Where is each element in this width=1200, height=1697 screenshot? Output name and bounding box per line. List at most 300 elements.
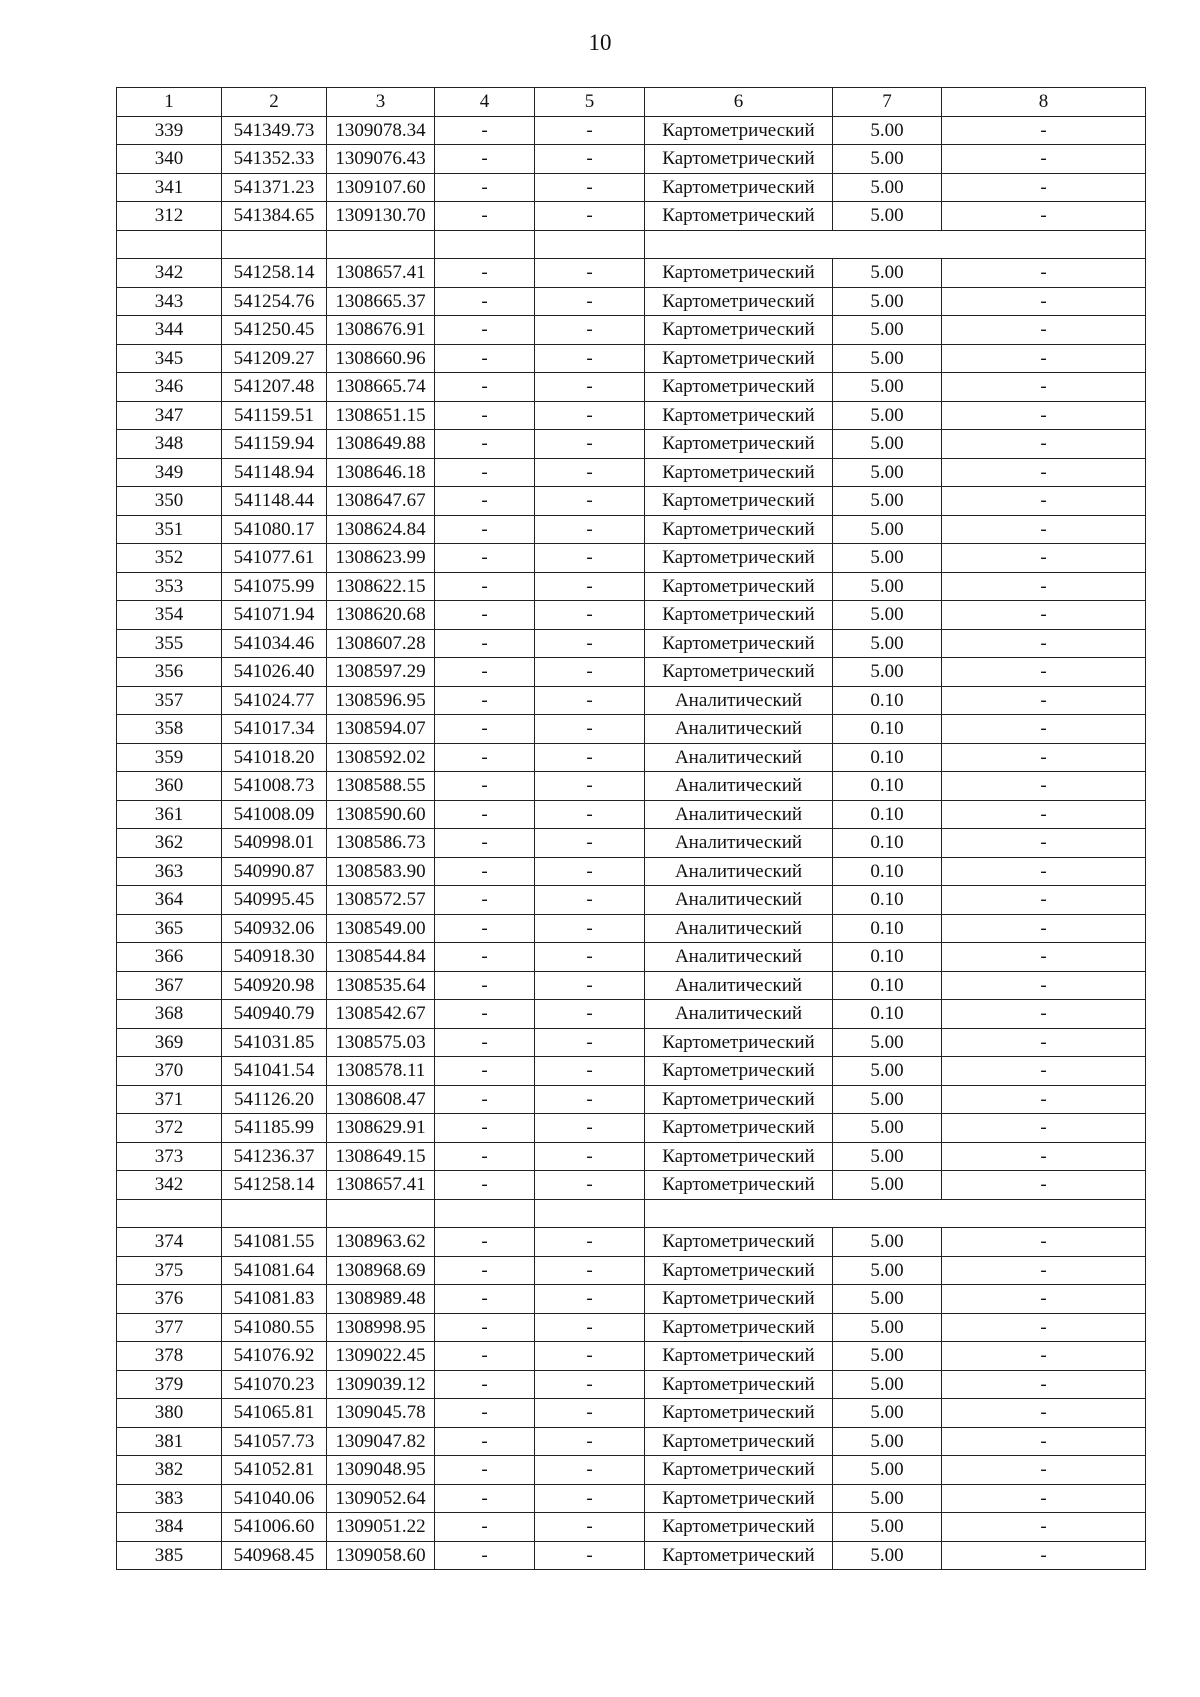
separator-cell <box>222 230 327 259</box>
method-cell: Картометрический <box>645 1541 833 1570</box>
y-coordinate-cell: 1309022.45 <box>327 1342 435 1371</box>
method-cell: Аналитический <box>645 971 833 1000</box>
method-cell: Картометрический <box>645 401 833 430</box>
accuracy-cell: 0.10 <box>833 914 942 943</box>
table-row <box>117 316 1146 345</box>
col-8-cell: - <box>942 943 1146 972</box>
col-5-cell: - <box>535 401 645 430</box>
separator-cell <box>117 1199 222 1228</box>
table-row <box>117 544 1146 573</box>
point-number-cell: 380 <box>117 1399 222 1428</box>
point-number-cell: 353 <box>117 572 222 601</box>
x-coordinate-cell: 541070.23 <box>222 1370 327 1399</box>
method-cell: Картометрический <box>645 1114 833 1143</box>
y-coordinate-cell: 1308549.00 <box>327 914 435 943</box>
col-4-cell: - <box>435 686 535 715</box>
col-8-cell: - <box>942 743 1146 772</box>
x-coordinate-cell: 541207.48 <box>222 373 327 402</box>
point-number-cell: 383 <box>117 1484 222 1513</box>
method-cell: Картометрический <box>645 544 833 573</box>
method-cell: Картометрический <box>645 1171 833 1200</box>
accuracy-cell: 5.00 <box>833 287 942 316</box>
col-5-cell: - <box>535 145 645 174</box>
accuracy-cell: 5.00 <box>833 1513 942 1542</box>
method-cell: Картометрический <box>645 202 833 231</box>
y-coordinate-cell: 1308594.07 <box>327 715 435 744</box>
col-5-cell: - <box>535 715 645 744</box>
col-4-cell: - <box>435 601 535 630</box>
accuracy-cell: 5.00 <box>833 1313 942 1342</box>
col-8-cell: - <box>942 1142 1146 1171</box>
x-coordinate-cell: 541018.20 <box>222 743 327 772</box>
col-4-cell: - <box>435 857 535 886</box>
x-coordinate-cell: 540932.06 <box>222 914 327 943</box>
col-4-cell: - <box>435 1028 535 1057</box>
table-row <box>117 1114 1146 1143</box>
separator-cell <box>222 1199 327 1228</box>
point-number-cell: 367 <box>117 971 222 1000</box>
x-coordinate-cell: 541250.45 <box>222 316 327 345</box>
method-cell: Аналитический <box>645 1000 833 1029</box>
x-coordinate-cell: 541081.83 <box>222 1285 327 1314</box>
x-coordinate-cell: 541041.54 <box>222 1057 327 1086</box>
col-5-cell: - <box>535 1342 645 1371</box>
col-5-cell: - <box>535 1484 645 1513</box>
col-4-cell: - <box>435 1057 535 1086</box>
method-cell: Картометрический <box>645 1313 833 1342</box>
x-coordinate-cell: 541008.73 <box>222 772 327 801</box>
col-5-cell: - <box>535 430 645 459</box>
col-5-cell: - <box>535 943 645 972</box>
point-number-cell: 343 <box>117 287 222 316</box>
col-4-cell: - <box>435 1370 535 1399</box>
table-row <box>117 344 1146 373</box>
table-row <box>117 1057 1146 1086</box>
table-row <box>117 572 1146 601</box>
point-number-cell: 358 <box>117 715 222 744</box>
accuracy-cell: 5.00 <box>833 658 942 687</box>
point-number-cell: 365 <box>117 914 222 943</box>
x-coordinate-cell: 541031.85 <box>222 1028 327 1057</box>
block-separator <box>117 1199 1146 1228</box>
table-row <box>117 601 1146 630</box>
y-coordinate-cell: 1308649.88 <box>327 430 435 459</box>
x-coordinate-cell: 541080.55 <box>222 1313 327 1342</box>
accuracy-cell: 0.10 <box>833 886 942 915</box>
x-coordinate-cell: 541017.34 <box>222 715 327 744</box>
col-8-cell: - <box>942 715 1146 744</box>
method-cell: Картометрический <box>645 1370 833 1399</box>
point-number-cell: 344 <box>117 316 222 345</box>
method-cell: Аналитический <box>645 772 833 801</box>
y-coordinate-cell: 1309051.22 <box>327 1513 435 1542</box>
col-4-cell: - <box>435 145 535 174</box>
col-5-cell: - <box>535 1000 645 1029</box>
col-8-cell: - <box>942 800 1146 829</box>
point-number-cell: 366 <box>117 943 222 972</box>
method-cell: Картометрический <box>645 1285 833 1314</box>
point-number-cell: 342 <box>117 259 222 288</box>
col-8-cell: - <box>942 1256 1146 1285</box>
column-header-7: 7 <box>833 88 942 117</box>
point-number-cell: 379 <box>117 1370 222 1399</box>
accuracy-cell: 0.10 <box>833 971 942 1000</box>
col-4-cell: - <box>435 914 535 943</box>
x-coordinate-cell: 541148.44 <box>222 487 327 516</box>
point-number-cell: 342 <box>117 1171 222 1200</box>
method-cell: Картометрический <box>645 1256 833 1285</box>
col-5-cell: - <box>535 772 645 801</box>
accuracy-cell: 5.00 <box>833 601 942 630</box>
col-4-cell: - <box>435 1142 535 1171</box>
method-cell: Аналитический <box>645 886 833 915</box>
col-5-cell: - <box>535 373 645 402</box>
table-row <box>117 1513 1146 1542</box>
y-coordinate-cell: 1308578.11 <box>327 1057 435 1086</box>
accuracy-cell: 5.00 <box>833 1484 942 1513</box>
separator-cell <box>117 230 222 259</box>
x-coordinate-cell: 541349.73 <box>222 116 327 145</box>
accuracy-cell: 0.10 <box>833 686 942 715</box>
col-4-cell: - <box>435 800 535 829</box>
method-cell: Аналитический <box>645 800 833 829</box>
x-coordinate-cell: 541126.20 <box>222 1085 327 1114</box>
method-cell: Картометрический <box>645 601 833 630</box>
x-coordinate-cell: 540998.01 <box>222 829 327 858</box>
col-5-cell: - <box>535 686 645 715</box>
method-cell: Картометрический <box>645 1342 833 1371</box>
col-8-cell: - <box>942 430 1146 459</box>
col-5-cell: - <box>535 1228 645 1257</box>
col-5-cell: - <box>535 344 645 373</box>
method-cell: Аналитический <box>645 829 833 858</box>
col-5-cell: - <box>535 971 645 1000</box>
point-number-cell: 382 <box>117 1456 222 1485</box>
y-coordinate-cell: 1308592.02 <box>327 743 435 772</box>
separator-cell <box>327 230 435 259</box>
table-row <box>117 829 1146 858</box>
col-5-cell: - <box>535 914 645 943</box>
table-row <box>117 800 1146 829</box>
coordinates-table <box>116 87 1146 1570</box>
point-number-cell: 381 <box>117 1427 222 1456</box>
y-coordinate-cell: 1308583.90 <box>327 857 435 886</box>
method-cell: Картометрический <box>645 1228 833 1257</box>
column-header-4: 4 <box>435 88 535 117</box>
col-8-cell: - <box>942 344 1146 373</box>
x-coordinate-cell: 541057.73 <box>222 1427 327 1456</box>
accuracy-cell: 5.00 <box>833 316 942 345</box>
point-number-cell: 384 <box>117 1513 222 1542</box>
table-row <box>117 1085 1146 1114</box>
col-4-cell: - <box>435 1456 535 1485</box>
col-8-cell: - <box>942 316 1146 345</box>
point-number-cell: 371 <box>117 1085 222 1114</box>
x-coordinate-cell: 541024.77 <box>222 686 327 715</box>
x-coordinate-cell: 541258.14 <box>222 1171 327 1200</box>
col-5-cell: - <box>535 1541 645 1570</box>
col-4-cell: - <box>435 344 535 373</box>
col-5-cell: - <box>535 658 645 687</box>
col-8-cell: - <box>942 1028 1146 1057</box>
col-4-cell: - <box>435 629 535 658</box>
y-coordinate-cell: 1308608.47 <box>327 1085 435 1114</box>
method-cell: Аналитический <box>645 686 833 715</box>
method-cell: Картометрический <box>645 629 833 658</box>
accuracy-cell: 5.00 <box>833 401 942 430</box>
x-coordinate-cell: 540918.30 <box>222 943 327 972</box>
y-coordinate-cell: 1308660.96 <box>327 344 435 373</box>
accuracy-cell: 5.00 <box>833 544 942 573</box>
y-coordinate-cell: 1309048.95 <box>327 1456 435 1485</box>
y-coordinate-cell: 1308629.91 <box>327 1114 435 1143</box>
col-4-cell: - <box>435 1285 535 1314</box>
col-4-cell: - <box>435 259 535 288</box>
point-number-cell: 375 <box>117 1256 222 1285</box>
col-8-cell: - <box>942 886 1146 915</box>
y-coordinate-cell: 1308542.67 <box>327 1000 435 1029</box>
table-row <box>117 1427 1146 1456</box>
col-4-cell: - <box>435 943 535 972</box>
point-number-cell: 339 <box>117 116 222 145</box>
table-row <box>117 259 1146 288</box>
y-coordinate-cell: 1309078.34 <box>327 116 435 145</box>
block-separator <box>117 230 1146 259</box>
point-number-cell: 362 <box>117 829 222 858</box>
col-8-cell: - <box>942 145 1146 174</box>
x-coordinate-cell: 541081.64 <box>222 1256 327 1285</box>
table-row <box>117 487 1146 516</box>
accuracy-cell: 5.00 <box>833 1342 942 1371</box>
table-row <box>117 1456 1146 1485</box>
x-coordinate-cell: 541352.33 <box>222 145 327 174</box>
x-coordinate-cell: 541209.27 <box>222 344 327 373</box>
point-number-cell: 374 <box>117 1228 222 1257</box>
table-row <box>117 1541 1146 1570</box>
separator-cell <box>645 1199 1146 1228</box>
accuracy-cell: 5.00 <box>833 1114 942 1143</box>
x-coordinate-cell: 541026.40 <box>222 658 327 687</box>
y-coordinate-cell: 1308624.84 <box>327 515 435 544</box>
accuracy-cell: 5.00 <box>833 1057 942 1086</box>
table-row <box>117 1000 1146 1029</box>
col-8-cell: - <box>942 544 1146 573</box>
col-4-cell: - <box>435 971 535 1000</box>
x-coordinate-cell: 541185.99 <box>222 1114 327 1143</box>
accuracy-cell: 5.00 <box>833 1399 942 1428</box>
x-coordinate-cell: 541040.06 <box>222 1484 327 1513</box>
y-coordinate-cell: 1308651.15 <box>327 401 435 430</box>
column-header-2: 2 <box>222 88 327 117</box>
col-4-cell: - <box>435 458 535 487</box>
page-number: 10 <box>588 30 612 55</box>
point-number-cell: 357 <box>117 686 222 715</box>
col-5-cell: - <box>535 857 645 886</box>
x-coordinate-cell: 541075.99 <box>222 572 327 601</box>
point-number-cell: 348 <box>117 430 222 459</box>
col-8-cell: - <box>942 772 1146 801</box>
col-4-cell: - <box>435 287 535 316</box>
y-coordinate-cell: 1308676.91 <box>327 316 435 345</box>
col-5-cell: - <box>535 1057 645 1086</box>
col-5-cell: - <box>535 1171 645 1200</box>
col-8-cell: - <box>942 1541 1146 1570</box>
col-4-cell: - <box>435 316 535 345</box>
y-coordinate-cell: 1308657.41 <box>327 1171 435 1200</box>
col-4-cell: - <box>435 1484 535 1513</box>
method-cell: Картометрический <box>645 1399 833 1428</box>
point-number-cell: 385 <box>117 1541 222 1570</box>
x-coordinate-cell: 540940.79 <box>222 1000 327 1029</box>
table-row <box>117 287 1146 316</box>
separator-cell <box>645 230 1146 259</box>
col-4-cell: - <box>435 1399 535 1428</box>
method-cell: Картометрический <box>645 1142 833 1171</box>
col-5-cell: - <box>535 1142 645 1171</box>
col-5-cell: - <box>535 1370 645 1399</box>
accuracy-cell: 5.00 <box>833 202 942 231</box>
y-coordinate-cell: 1308623.99 <box>327 544 435 573</box>
col-8-cell: - <box>942 515 1146 544</box>
method-cell: Картометрический <box>645 1427 833 1456</box>
y-coordinate-cell: 1308572.57 <box>327 886 435 915</box>
method-cell: Картометрический <box>645 1513 833 1542</box>
accuracy-cell: 0.10 <box>833 829 942 858</box>
column-header-6: 6 <box>645 88 833 117</box>
accuracy-cell: 0.10 <box>833 857 942 886</box>
y-coordinate-cell: 1308665.37 <box>327 287 435 316</box>
col-8-cell: - <box>942 1114 1146 1143</box>
col-4-cell: - <box>435 1342 535 1371</box>
col-4-cell: - <box>435 1228 535 1257</box>
separator-cell <box>435 230 535 259</box>
point-number-cell: 355 <box>117 629 222 658</box>
accuracy-cell: 5.00 <box>833 1256 942 1285</box>
col-4-cell: - <box>435 1256 535 1285</box>
x-coordinate-cell: 540920.98 <box>222 971 327 1000</box>
col-8-cell: - <box>942 1313 1146 1342</box>
col-5-cell: - <box>535 487 645 516</box>
point-number-cell: 351 <box>117 515 222 544</box>
col-4-cell: - <box>435 173 535 202</box>
method-cell: Картометрический <box>645 430 833 459</box>
point-number-cell: 364 <box>117 886 222 915</box>
x-coordinate-cell: 540990.87 <box>222 857 327 886</box>
x-coordinate-cell: 541159.94 <box>222 430 327 459</box>
col-4-cell: - <box>435 515 535 544</box>
col-5-cell: - <box>535 1313 645 1342</box>
point-number-cell: 372 <box>117 1114 222 1143</box>
table-row <box>117 430 1146 459</box>
table-row <box>117 943 1146 972</box>
x-coordinate-cell: 541006.60 <box>222 1513 327 1542</box>
col-5-cell: - <box>535 601 645 630</box>
point-number-cell: 363 <box>117 857 222 886</box>
method-cell: Картометрический <box>645 259 833 288</box>
table-row <box>117 886 1146 915</box>
col-5-cell: - <box>535 316 645 345</box>
method-cell: Картометрический <box>645 116 833 145</box>
col-8-cell: - <box>942 458 1146 487</box>
col-8-cell: - <box>942 373 1146 402</box>
table-row <box>117 373 1146 402</box>
y-coordinate-cell: 1308586.73 <box>327 829 435 858</box>
point-number-cell: 376 <box>117 1285 222 1314</box>
col-4-cell: - <box>435 743 535 772</box>
table-row <box>117 772 1146 801</box>
accuracy-cell: 5.00 <box>833 458 942 487</box>
table-row <box>117 1256 1146 1285</box>
accuracy-cell: 5.00 <box>833 1541 942 1570</box>
accuracy-cell: 5.00 <box>833 487 942 516</box>
col-5-cell: - <box>535 1513 645 1542</box>
col-8-cell: - <box>942 116 1146 145</box>
col-5-cell: - <box>535 173 645 202</box>
accuracy-cell: 5.00 <box>833 1085 942 1114</box>
y-coordinate-cell: 1309039.12 <box>327 1370 435 1399</box>
col-4-cell: - <box>435 658 535 687</box>
col-5-cell: - <box>535 629 645 658</box>
accuracy-cell: 0.10 <box>833 715 942 744</box>
col-5-cell: - <box>535 544 645 573</box>
method-cell: Картометрический <box>645 572 833 601</box>
table-row <box>117 116 1146 145</box>
y-coordinate-cell: 1308607.28 <box>327 629 435 658</box>
method-cell: Картометрический <box>645 458 833 487</box>
table-row <box>117 458 1146 487</box>
point-number-cell: 312 <box>117 202 222 231</box>
col-8-cell: - <box>942 1427 1146 1456</box>
method-cell: Картометрический <box>645 658 833 687</box>
col-8-cell: - <box>942 259 1146 288</box>
accuracy-cell: 5.00 <box>833 1427 942 1456</box>
col-8-cell: - <box>942 629 1146 658</box>
col-4-cell: - <box>435 572 535 601</box>
col-4-cell: - <box>435 1313 535 1342</box>
col-4-cell: - <box>435 1171 535 1200</box>
col-8-cell: - <box>942 287 1146 316</box>
accuracy-cell: 0.10 <box>833 743 942 772</box>
x-coordinate-cell: 541081.55 <box>222 1228 327 1257</box>
col-5-cell: - <box>535 572 645 601</box>
accuracy-cell: 5.00 <box>833 1456 942 1485</box>
col-5-cell: - <box>535 1256 645 1285</box>
table-row <box>117 401 1146 430</box>
col-8-cell: - <box>942 1484 1146 1513</box>
col-8-cell: - <box>942 173 1146 202</box>
col-8-cell: - <box>942 1171 1146 1200</box>
table-row <box>117 173 1146 202</box>
x-coordinate-cell: 541052.81 <box>222 1456 327 1485</box>
col-5-cell: - <box>535 515 645 544</box>
col-5-cell: - <box>535 1285 645 1314</box>
col-8-cell: - <box>942 1342 1146 1371</box>
x-coordinate-cell: 541071.94 <box>222 601 327 630</box>
y-coordinate-cell: 1308647.67 <box>327 487 435 516</box>
x-coordinate-cell: 541008.09 <box>222 800 327 829</box>
col-4-cell: - <box>435 487 535 516</box>
point-number-cell: 354 <box>117 601 222 630</box>
y-coordinate-cell: 1308590.60 <box>327 800 435 829</box>
y-coordinate-cell: 1308575.03 <box>327 1028 435 1057</box>
col-4-cell: - <box>435 1000 535 1029</box>
y-coordinate-cell: 1308544.84 <box>327 943 435 972</box>
accuracy-cell: 5.00 <box>833 572 942 601</box>
x-coordinate-cell: 541080.17 <box>222 515 327 544</box>
y-coordinate-cell: 1309045.78 <box>327 1399 435 1428</box>
col-5-cell: - <box>535 743 645 772</box>
accuracy-cell: 5.00 <box>833 1228 942 1257</box>
